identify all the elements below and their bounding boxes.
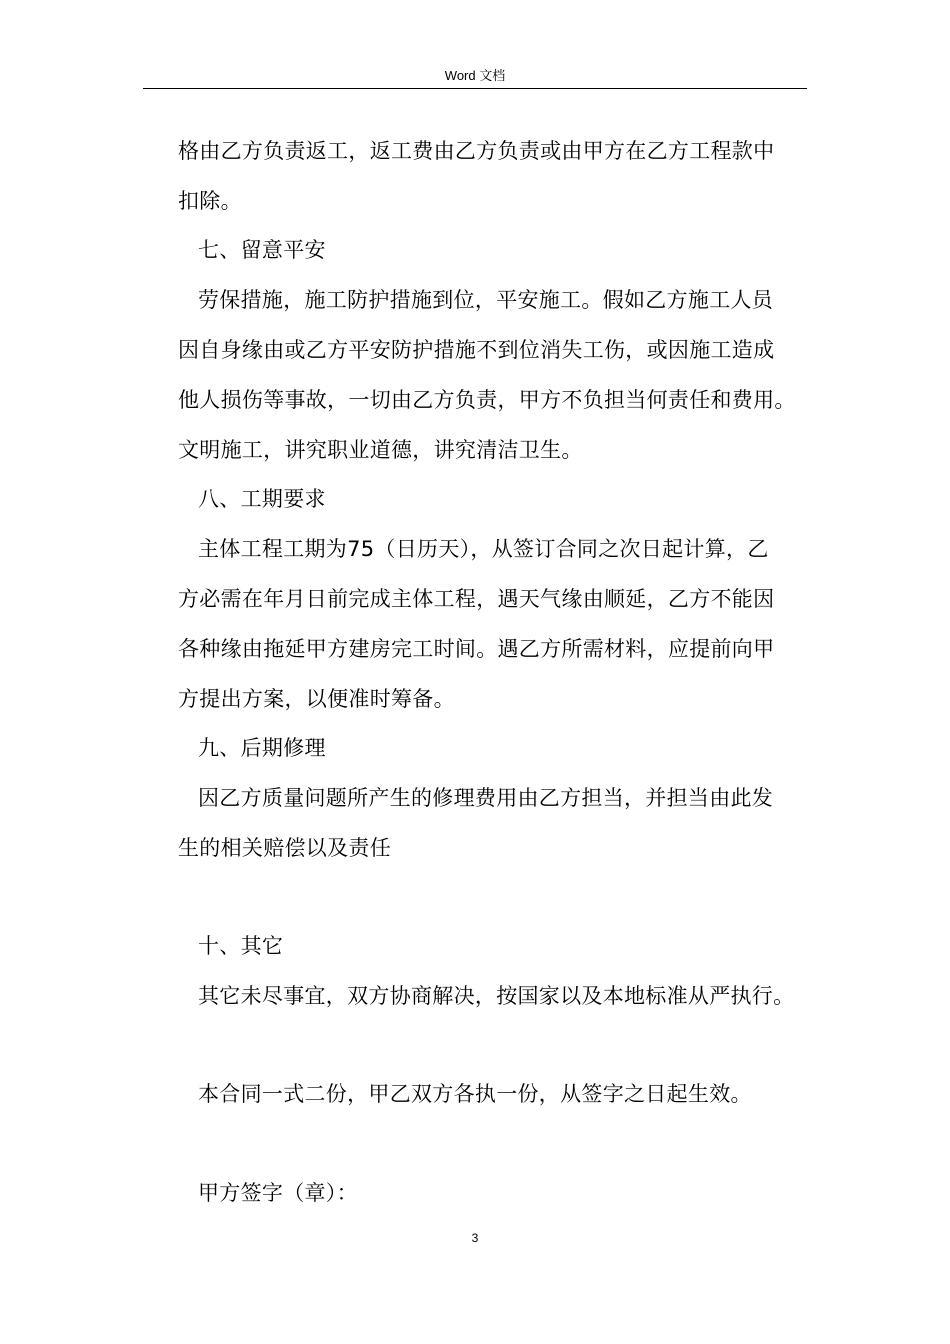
body-line: 他人损伤等事故，一切由乙方负责，甲方不负担当何责任和费用。 bbox=[178, 388, 796, 412]
page-header: Word 文档 bbox=[444, 68, 506, 83]
body-line: 格由乙方负责返工，返工费由乙方负责或由甲方在乙方工程款中 bbox=[178, 139, 775, 163]
page-number: 3 bbox=[471, 1231, 479, 1245]
body-line: 生的相关赔偿以及责任 bbox=[178, 836, 391, 860]
body-line: 方提出方案，以便准时筹备。 bbox=[178, 687, 455, 711]
body-line: 扣除。 bbox=[178, 189, 242, 213]
section-heading: 十、其它 bbox=[198, 934, 284, 958]
body-line: 文明施工，讲究职业道德，讲究清洁卫生。 bbox=[178, 438, 583, 462]
body-line: 因乙方质量问题所产生的修理费用由乙方担当，并担当由此发 bbox=[198, 786, 774, 810]
header-divider bbox=[143, 88, 807, 89]
section-heading: 七、留意平安 bbox=[198, 238, 326, 262]
signature-line: 甲方签字（章）： bbox=[198, 1181, 358, 1205]
body-line: 主体工程工期为75（日历天），从签订合同之次日起计算，乙 bbox=[198, 537, 769, 561]
body-line: 本合同一式二份，甲乙双方各执一份，从签字之日起生效。 bbox=[198, 1082, 752, 1106]
body-line: 其它未尽事宜，双方协商解决，按国家以及本地标准从严执行。 bbox=[198, 984, 795, 1008]
body-line: 劳保措施，施工防护措施到位，平安施工。假如乙方施工人员 bbox=[198, 288, 774, 312]
section-heading: 九、后期修理 bbox=[198, 736, 326, 760]
body-line: 因自身缘由或乙方平安防护措施不到位消失工伤，或因施工造成 bbox=[178, 338, 775, 362]
section-heading: 八、工期要求 bbox=[198, 487, 326, 511]
body-line: 方必需在年月日前完成主体工程，遇天气缘由顺延，乙方不能因 bbox=[178, 587, 775, 611]
body-line: 各种缘由拖延甲方建房完工时间。遇乙方所需材料，应提前向甲 bbox=[178, 637, 775, 661]
